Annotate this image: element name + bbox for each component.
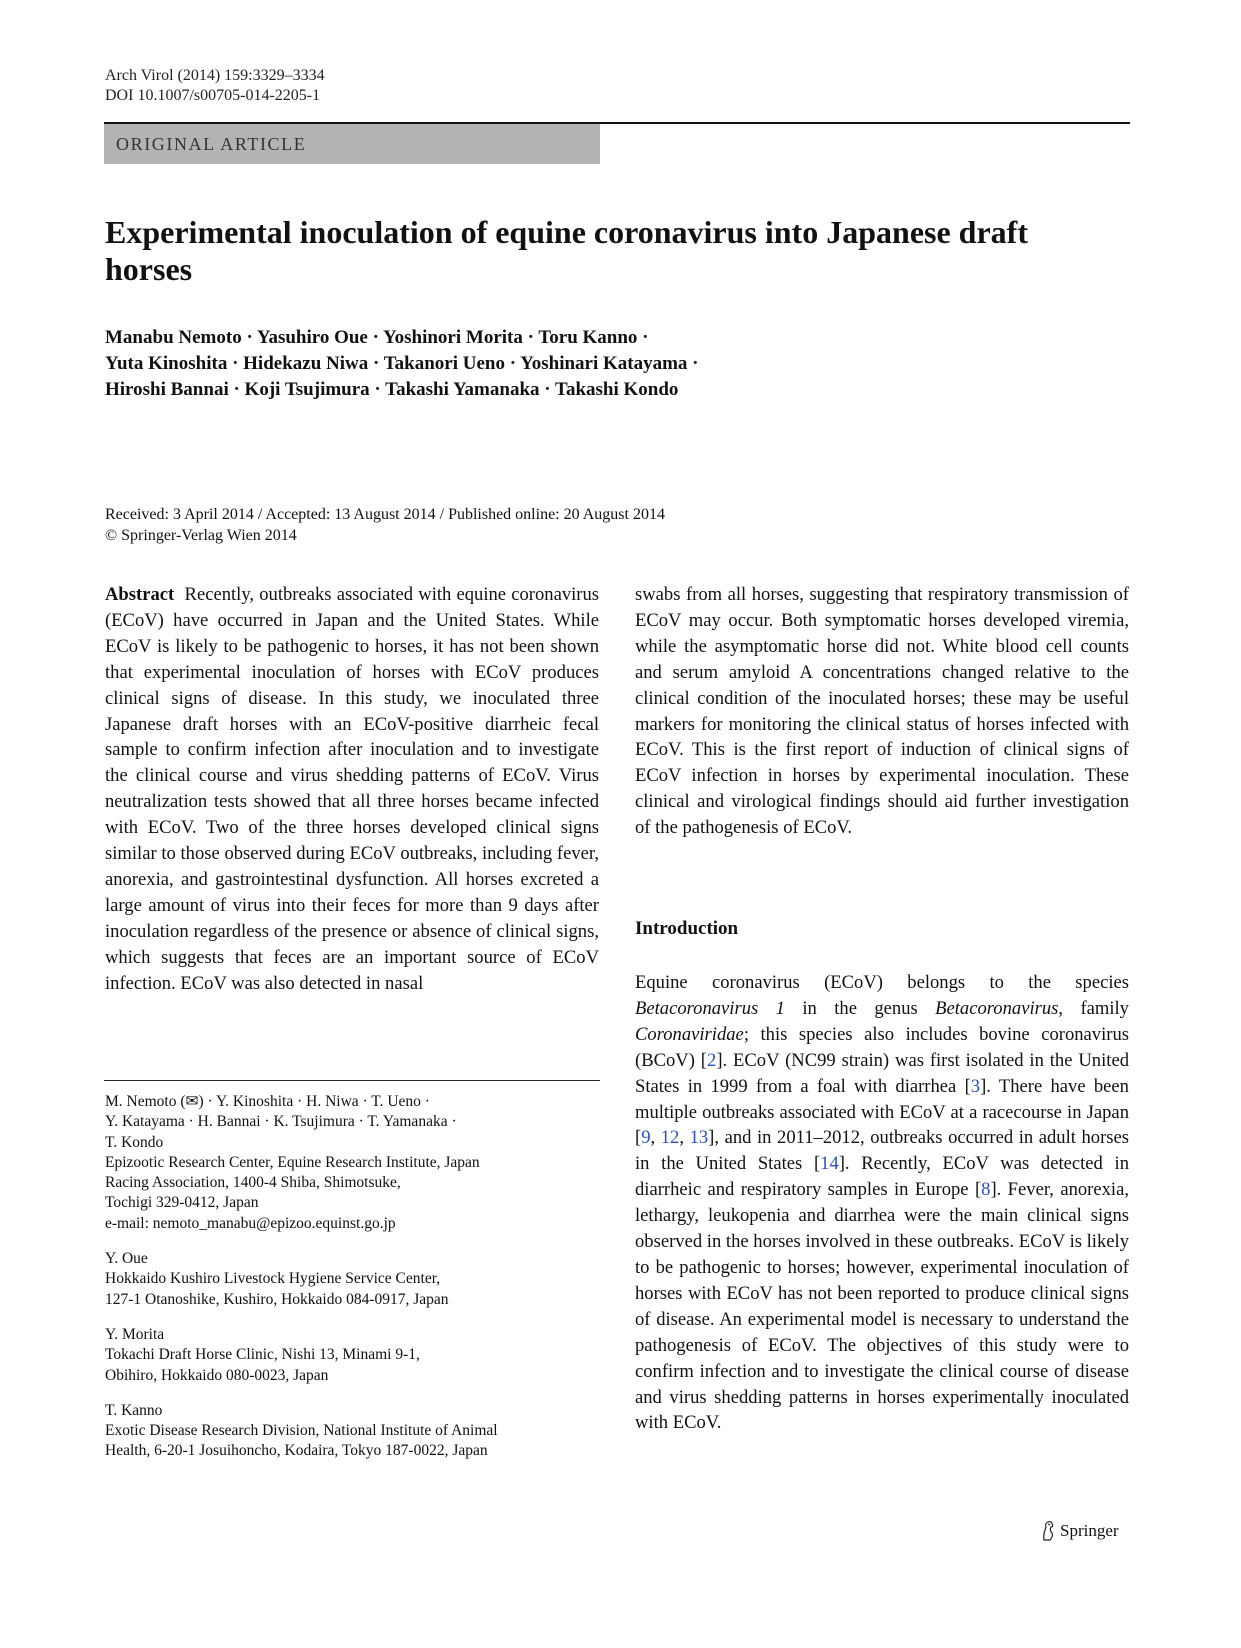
journal-doi: DOI 10.1007/s00705-014-2205-1 <box>105 87 321 104</box>
affiliation-line: M. Nemoto (✉) · Y. Kinoshita · H. Niwa · T. Ueno · <box>105 1093 430 1110</box>
dates-line: Received: 3 April 2014 / Accepted: 13 August 2014 / Published online: 20 August 2014 <box>105 506 665 523</box>
journal-header <box>105 66 325 106</box>
affiliation-line: 127-1 Otanoshike, Kushiro, Hokkaido 084-0917, Japan <box>105 1290 449 1308</box>
introduction-body <box>635 970 1129 1436</box>
affiliation-line: Tochigi 329-0412, Japan <box>105 1194 259 1212</box>
affiliation-line: Obihiro, Hokkaido 080-0023, Japan <box>105 1366 329 1384</box>
affiliation-line: Exotic Disease Research Division, National Institute of Animal <box>105 1422 498 1440</box>
section-label: ORIGINAL ARTICLE <box>104 124 600 164</box>
author-line: Hiroshi Bannai · Koji Tsujimura · Takashi Yamanaka · Takashi Kondo <box>105 379 679 400</box>
affiliation-line: Tokachi Draft Horse Clinic, Nishi 13, Minami 9-1, <box>105 1346 420 1364</box>
springer-horse-icon <box>1040 1520 1056 1542</box>
abstract-left-column <box>105 582 599 997</box>
affiliation-line: Racing Association, 1400-4 Shiba, Shimotsuke, <box>105 1174 401 1192</box>
affiliation-block <box>105 1249 599 1310</box>
affiliation-block <box>105 1092 599 1234</box>
intro-text: ]. There have been multiple outbreaks associated with ECoV at a racecourse in Japan [ <box>635 1075 1129 1149</box>
copyright-line: © Springer-Verlag Wien 2014 <box>105 527 297 544</box>
family-name: Coronaviridae <box>635 1023 744 1045</box>
intro-text: ], and in 2011–2012, outbreaks occurred in adult horses in the United States [ <box>635 1127 1130 1175</box>
publisher-logo <box>1040 1520 1119 1542</box>
genus-name: Betacoronavirus <box>935 997 1059 1019</box>
species-name: Betacoronavirus 1 <box>635 997 785 1019</box>
citation-link[interactable]: 3 <box>970 1075 981 1097</box>
intro-text: Equine coronavirus (ECoV) belongs to the species <box>635 972 1129 993</box>
affiliation-rule <box>104 1080 600 1081</box>
intro-text: in the genus <box>784 997 936 1019</box>
affiliation-line: Epizootic Research Center, Equine Research Institute, Japan <box>105 1153 480 1171</box>
affiliation-line: Hokkaido Kushiro Livestock Hygiene Service Center, <box>105 1270 441 1288</box>
email-line[interactable]: e-mail: nemoto_manabu@epizoo.equinst.go.jp <box>105 1214 396 1232</box>
intro-text: , <box>679 1127 690 1149</box>
author-list <box>105 325 1005 403</box>
abstract-right-column: swabs from all horses, suggesting that respiratory transmission of ECoV may occur. Both symptomatic horses developed viremia, while the asymptomatic horse did not. White blood cell counts and serum amyloid A concentrations changed relative to the clinical condition of the inoculated horses; these may be useful markers for monitoring the clinical status of horses infected with ECoV. This is the first report of induction of clinical signs of ECoV infection in horses by experimental inoculation. These clinical and virological findings should aid further investigation of the pathogenesis of ECoV. <box>635 584 1129 839</box>
intro-text: ]. Recently, ECoV was detected in diarrheic and respiratory samples in Europe [ <box>635 1153 1129 1201</box>
article-title: Experimental inoculation of equine coronavirus into Japanese draft horses <box>105 214 1028 287</box>
citation-link[interactable]: 2 <box>707 1049 717 1071</box>
affiliation-block <box>105 1401 599 1462</box>
affiliation-line: Health, 6-20-1 Josuihoncho, Kodaira, Tokyo 187-0022, Japan <box>105 1442 488 1460</box>
intro-text: , family <box>1058 997 1129 1019</box>
intro-text: ]. Fever, anorexia, lethargy, leukopenia and diarrhea were the main clinical signs observed in the horses involved in these outbreaks. ECoV is likely to be pathogenic to horses; however, experimental inoculation of horses with ECoV has not been reported to produce clinical signs of disease. An experimental model is necessary to understand the pathogenesis of ECoV. The objectives of this study were to confirm infection and to investigate the clinical course of disease and virus shedding patterns in horses experimentally inoculated with ECoV. <box>635 1179 1129 1434</box>
publication-dates <box>105 504 665 546</box>
affiliation-line: T. Kanno <box>105 1401 163 1419</box>
intro-text: , <box>650 1127 661 1149</box>
journal-citation: Arch Virol (2014) 159:3329–3334 <box>105 67 325 84</box>
publisher-name: Springer <box>1060 1521 1119 1540</box>
author-line: Manabu Nemoto · Yasuhiro Oue · Yoshinori Morita · Toru Kanno · <box>105 327 649 348</box>
citation-link[interactable]: 14 <box>820 1153 839 1175</box>
affiliation-line: Y. Morita <box>105 1325 165 1343</box>
citation-link[interactable]: 8 <box>981 1179 991 1201</box>
affiliation-block <box>105 1325 599 1386</box>
introduction-heading: Introduction <box>635 918 739 939</box>
citation-link[interactable]: 13 <box>689 1127 709 1149</box>
affiliation-line: T. Kondo <box>105 1133 164 1151</box>
author-line: Yuta Kinoshita · Hidekazu Niwa · Takanori Ueno · Yoshinari Katayama · <box>105 353 699 374</box>
abstract-text: Recently, outbreaks associated with equine coronavirus (ECoV) have occurred in Japan and the United States. While ECoV is likely to be pathogenic to horses, it has not been shown that experimental inoculation of horses with ECoV produces clinical signs of disease. In this study, we inoculated three Japanese draft horses with an ECoV-positive diarrheic fecal sample to confirm infection after inoculation and to investigate the clinical course and virus shedding patterns of ECoV. Virus neutralization tests showed that all three horses became infected with ECoV. Two of the three horses developed clinical signs similar to those observed during ECoV outbreaks, including fever, anorexia, and gastrointestinal dysfunction. All horses excreted a large amount of virus into their feces for more than 9 days after inoculation regardless of the presence or absence of clinical signs, which suggests that feces are an important source of ECoV infection. ECoV was also detected in nasal <box>105 584 600 994</box>
citation-link[interactable]: 9 <box>641 1127 651 1149</box>
intro-text: ]. ECoV (NC99 strain) was first isolated in the United States in 1999 from a foal with diarrhea [ <box>635 1049 1129 1097</box>
intro-text: ; this species also includes bovine coronavirus (BCoV) [ <box>635 1023 1129 1071</box>
affiliations <box>105 1092 599 1477</box>
citation-link[interactable]: 12 <box>660 1127 680 1149</box>
abstract-label: Abstract <box>105 584 175 605</box>
affiliation-line: Y. Oue <box>105 1250 148 1268</box>
affiliation-line: Y. Katayama · H. Bannai · K. Tsujimura · T. Yamanaka · <box>105 1113 457 1131</box>
